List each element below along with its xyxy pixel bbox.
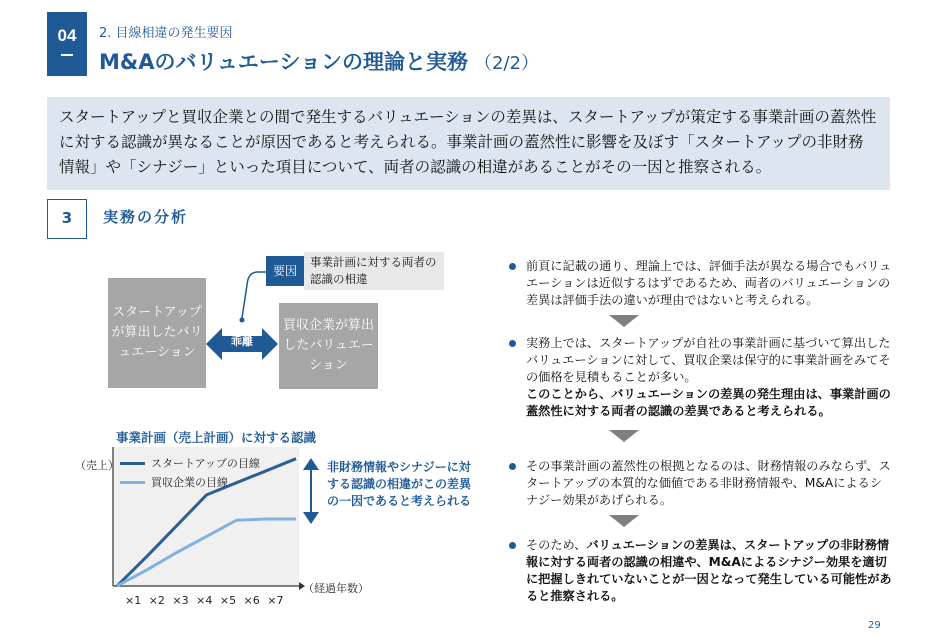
bullet-dot-icon — [509, 463, 516, 470]
chart-title: 事業計画（売上計画）に対する認識 — [116, 430, 317, 445]
summary-box: スタートアップと買収企業との間で発生するバリュエーションの差異は、スタートアップが策定する事業計画の蓋然性に対する認識が異なることが原因であると考えられる。事業計画の蓋然性に影響を及ぼす「スタートアップの非財務情報」や「シナジー」といった項目について、両者の認識の相違があることがその一因と推察される。 — [47, 97, 890, 190]
chapter-number: 04 — [57, 26, 77, 45]
chart-x-label: （経過年数） — [303, 582, 369, 595]
flow-down-arrow-icon — [609, 515, 639, 527]
startup-valuation-box: スタートアップが算出したバリュエーション — [108, 278, 206, 388]
bullet-lead-text: そのため、 — [526, 538, 587, 552]
factor-text: 事業計画に対する両者の認識の相違 — [304, 252, 444, 290]
page-title-text: M&Aのバリュエーションの理論と実務 — [99, 50, 468, 74]
flow-down-arrow-icon — [609, 315, 639, 327]
chart-y-label: （売上） — [75, 459, 119, 472]
gap-label: 乖離 — [231, 335, 253, 348]
legend-swatch-startup — [120, 462, 145, 465]
page-number: 29 — [868, 620, 881, 631]
chart-callout: 非財務情報やシナジーに対する認識の相違がこの差異の一因であると考えられる — [327, 460, 472, 508]
section-number: 3 — [47, 199, 87, 239]
chart-x-tick-labels: ×1 ×2 ×3 ×4 ×5 ×6 ×7 — [125, 594, 284, 607]
bullet-dot-icon — [509, 542, 516, 549]
bullet-item — [507, 258, 892, 309]
callout-down-arrowhead — [303, 512, 319, 524]
acquirer-valuation-box: 買収企業が算出したバリュエーション — [279, 303, 378, 389]
section-title: 実務の分析 — [103, 208, 189, 226]
legend-acquirer — [120, 474, 228, 490]
bullet-item — [507, 458, 892, 509]
bullet-item — [507, 335, 892, 420]
bullet-item — [507, 537, 892, 605]
legend-startup — [120, 455, 260, 471]
legend-label-acquirer: 買収企業の目線 — [151, 476, 228, 489]
page-subtitle: 2. 目線相違の発生要因 — [99, 26, 233, 41]
series-line-acquirer — [117, 519, 296, 586]
bullet-bold-text: バリュエーションの差異は、スタートアップの非財務情報に対する両者の認識の相違や、M&Aによるシナジー効果を適切に把握しきれていないことが一因となって発生している可能性があると推察される。 — [526, 538, 892, 603]
legend-label-startup: スタートアップの目線 — [151, 457, 260, 470]
bullet-dot-icon — [509, 340, 516, 347]
bullet-text: 実務上では、スタートアップが自社の事業計画に基づいて算出したバリュエーションに対して、買収企業は保守的に事業計画をみてその価格を見積もることが多い。 — [526, 336, 891, 384]
bullet-dot-icon — [509, 263, 516, 270]
legend-swatch-acquirer — [120, 481, 145, 484]
bullet-bold-text: このことから、バリュエーションの差異の発生理由は、事業計画の蓋然性に対する両者の認識の差異であると考えられる。 — [526, 387, 891, 418]
bullet-text: 前頁に記載の通り、理論上では、評価手法が異なる場合でもバリュエーションは近似するはずであるため、両者のバリュエーションの差異は評価手法の違いが理由ではないと考えられる。 — [526, 259, 892, 307]
bullet-text: その事業計画の蓋然性の根拠となるのは、財務情報のみならず、スタートアップの本質的な価値である非財務情報や、M&Aによるシナジー効果があげられる。 — [526, 459, 891, 507]
flow-down-arrow-icon — [609, 430, 639, 442]
page-title-suffix: （2/2） — [474, 53, 539, 74]
factor-badge: 要因 — [266, 256, 304, 286]
